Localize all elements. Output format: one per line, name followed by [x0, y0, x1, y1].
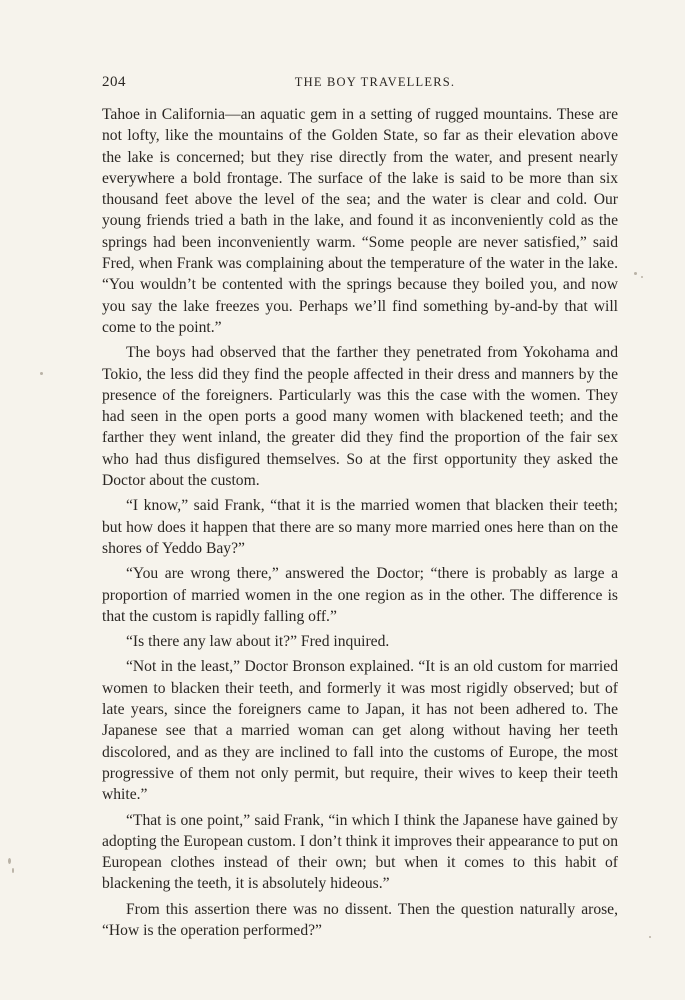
page-header — [102, 74, 618, 94]
paper-speck — [634, 272, 637, 275]
paper-speck — [12, 868, 14, 873]
paper-speck — [641, 276, 643, 278]
paragraph: “Not in the least,” Doctor Bronson explained. “It is an old custom for married women to blacken their teeth, and formerly it was most rigidly observed; but of late years, since the foreigners came to Japan, it has not been adhered to. The Japanese see that a married woman can get along without having her teeth discolored, and as they are inclined to fall into the customs of Europe, the most progressive of them not only permit, but require, their wives to keep their teeth white.” — [102, 658, 618, 804]
paragraph: “I know,” said Frank, “that it is the married women that blacken their teeth; but how does it happen that there are so many more married ones here than on the shores of Yeddo Bay?” — [102, 497, 618, 557]
paragraph: “That is one point,” said Frank, “in which I think the Japanese have gained by adopting the European custom. I don’t think it improves their appearance to put on European clothes instead of their own; but when it comes to this habit of blackening the teeth, it is absolutely hideous.” — [102, 811, 618, 893]
page-number: 204 — [102, 74, 126, 90]
paper-speck — [649, 936, 651, 938]
paragraph: From this assertion there was no dissent. Then the question naturally arose, “How is the operation performed?” — [102, 900, 618, 939]
running-title: THE BOY TRAVELLERS. — [294, 75, 456, 89]
paragraph: Tahoe in California—an aquatic gem in a setting of rugged mountains. These are not lofty, like the mountains of the Golden State, so far as their elevation above the lake is concerned; but they rise directly from the water, and present nearly everywhere a bold frontage. The surface of the lake is said to be more than six thousand feet above the level of the sea; and the water is clear and cold. Our young friends tried a bath in the lake, and found it as inconveniently cold as the springs had been inconveniently warm. “Some people are never satisfied,” said Fred, when Frank was complaining about the temperature of the water in the lake. “You wouldn’t be contented with the springs because they boiled you, and now you say the lake freezes you. Perhaps we’ll find something by-and-by that will come to the point.” — [102, 106, 618, 336]
paragraph: “You are wrong there,” answered the Doctor; “there is probably as large a proportion of married women in the one region as in the other. The difference is that the custom is rapidly falling off.” — [102, 565, 618, 625]
paper-speck — [40, 372, 43, 375]
paragraph: The boys had observed that the farther they penetrated from Yokohama and Tokio, the less did they find the people affected in their dress and manners by the presence of the foreigners. Particularly was this the case with the women. They had seen in the open ports a good many women with blackened teeth; and the farther they went inland, the greater did they find the proportion of the fair sex who had thus disfigured themselves. So at the first opportunity they asked the Doctor about the custom. — [102, 344, 618, 490]
body-text — [102, 104, 618, 945]
paper-speck — [8, 858, 11, 864]
paragraph: “Is there any law about it?” Fred inquired. — [126, 633, 390, 651]
